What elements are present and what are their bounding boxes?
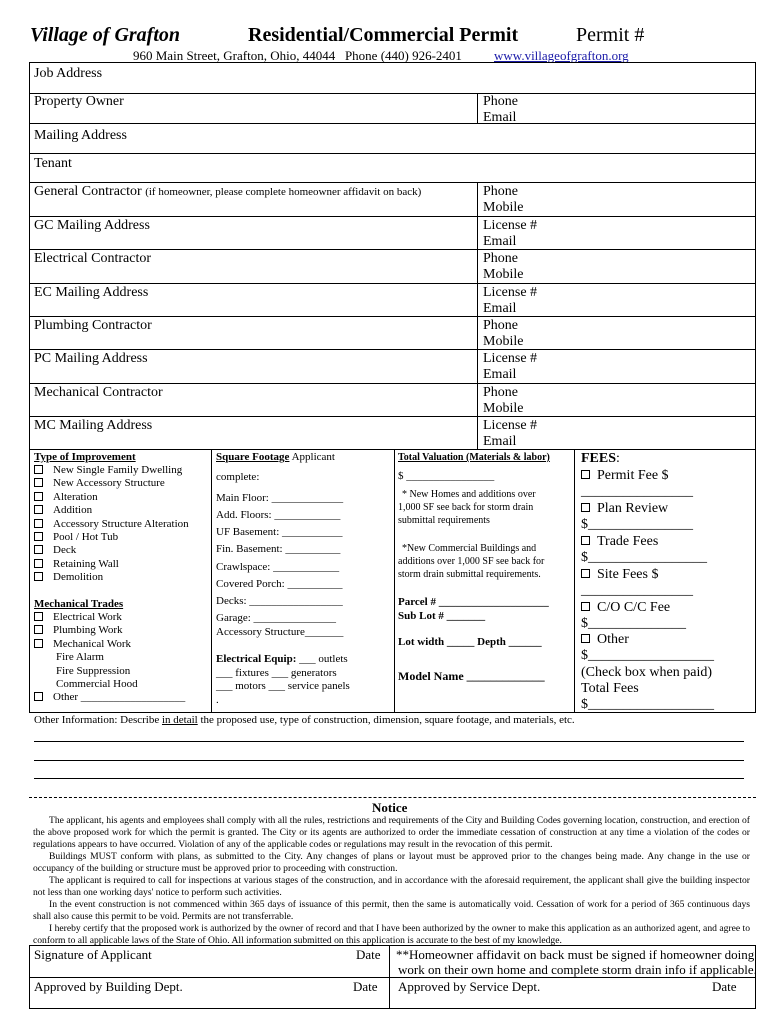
other-info-underlined: in detail bbox=[161, 714, 198, 726]
ec-mailing-field[interactable]: EC Mailing Address bbox=[34, 285, 149, 300]
elec-fixtures-generators[interactable]: ___ fixtures ___ generators bbox=[216, 667, 337, 679]
mc-license-field[interactable]: License # bbox=[483, 418, 538, 433]
main-floor-field[interactable]: Main Floor: _____________ bbox=[216, 492, 344, 504]
notice-paragraph-2: Buildings MUST conform with plans, as submitted to the City. Any changes of plans or layout must be approved prior to the changes being made. Any change in the use or occupancy of the building or structure must be approved prior to proceeding with construction. bbox=[33, 851, 750, 874]
permit-number-label: Permit # bbox=[576, 24, 645, 46]
other-info-line-1[interactable] bbox=[34, 741, 744, 742]
trade-mechanical-checkbox[interactable] bbox=[34, 638, 185, 651]
mailing-address-field[interactable]: Mailing Address bbox=[34, 128, 127, 143]
valuation-field[interactable]: $ ________________ bbox=[398, 470, 495, 482]
plan-review-label: Plan Review bbox=[597, 501, 669, 516]
electrical-contractor-field[interactable]: Electrical Contractor bbox=[34, 251, 151, 266]
valuation-heading: Total Valuation (Materials & labor) bbox=[398, 452, 550, 463]
fees-heading bbox=[581, 451, 620, 467]
checkbox-icon bbox=[34, 532, 43, 541]
building-dept-approval-field[interactable]: Approved by Building Dept. bbox=[34, 979, 183, 994]
checkbox-icon bbox=[581, 602, 590, 611]
list-item: Electrical Work bbox=[53, 611, 122, 623]
checkbox-icon bbox=[34, 519, 43, 528]
checkbox-icon bbox=[581, 503, 590, 512]
checkbox-icon bbox=[34, 572, 43, 581]
list-item: New Accessory Structure bbox=[53, 477, 165, 490]
checkbox-icon bbox=[581, 470, 590, 479]
checkbox-icon bbox=[34, 639, 43, 648]
gc-mobile-field[interactable]: Mobile bbox=[483, 200, 524, 215]
improvement-new-accessory-checkbox[interactable] bbox=[34, 477, 189, 490]
address-line: 960 Main Street, Grafton, Ohio, 44044 Phone (440) 926-2401 bbox=[133, 48, 462, 63]
notice-paragraph-3: The applicant is required to call for inspections at various stages of the construction, and in accordance with the aforesaid requirement, the applicant shall give the building inspector not less than one working days' notice to perform such activities. bbox=[33, 875, 750, 898]
gc-phone-field[interactable]: Phone bbox=[483, 184, 518, 199]
improvement-deck-checkbox[interactable] bbox=[34, 544, 189, 557]
checkbox-icon bbox=[34, 505, 43, 514]
checkbox-icon bbox=[34, 559, 43, 568]
electrical-equip-field[interactable] bbox=[216, 653, 348, 665]
list-item: Commercial Hood bbox=[56, 677, 138, 690]
decks-field[interactable]: Decks: _________________ bbox=[216, 595, 343, 607]
improvement-accessory-alteration-checkbox[interactable] bbox=[34, 518, 189, 531]
property-owner-field[interactable]: Property Owner bbox=[34, 94, 124, 109]
valuation-note-2b: additions over 1,000 SF see back for bbox=[398, 556, 545, 567]
elec-outlets: ___ outlets bbox=[296, 653, 348, 665]
plan-review-blank[interactable]: $_______________ bbox=[581, 517, 693, 532]
sqft-heading-bold: Square Footage bbox=[216, 451, 290, 463]
other-info-post: the proposed use, type of construction, dimension, square footage, and materials, etc. bbox=[197, 714, 575, 726]
list-item: Accessory Structure Alteration bbox=[53, 517, 189, 530]
trade-fees-blank[interactable]: $_________________ bbox=[581, 550, 707, 565]
mc-phone-field[interactable]: Phone bbox=[483, 385, 518, 400]
notice-paragraph-1: The applicant, his agents and employees shall comply with all the rules, restrictions and requirements of the City and Building Codes governing location, construction, and erection of the above proposed work for which the permit is granted. The City or its agents are authorized to order the immediate cessation of construction at any time a violation of the codes or regulations appears to have occurred. Violation of any of the applicable codes or regulations may result in the revocation of this permit. bbox=[33, 815, 750, 850]
applicant-date-field[interactable]: Date bbox=[356, 947, 381, 962]
mechanical-trades-heading: Mechanical Trades bbox=[34, 598, 124, 610]
total-fees-label: Total Fees bbox=[581, 681, 639, 696]
checkbox-icon bbox=[581, 634, 590, 643]
elec-equip-label: Electrical Equip: bbox=[216, 653, 297, 665]
plumbing-contractor-field[interactable]: Plumbing Contractor bbox=[34, 318, 152, 333]
improvement-pool-checkbox[interactable] bbox=[34, 531, 189, 544]
notice-body bbox=[33, 815, 750, 947]
checkbox-icon bbox=[34, 492, 43, 501]
plan-review-checkbox[interactable] bbox=[581, 501, 668, 517]
trade-plumbing-checkbox[interactable] bbox=[34, 624, 185, 637]
mc-mailing-field[interactable]: MC Mailing Address bbox=[34, 418, 153, 433]
other-fee-checkbox[interactable] bbox=[581, 632, 629, 648]
garage-field[interactable]: Garage: _______________ bbox=[216, 612, 337, 624]
pc-email-field[interactable]: Email bbox=[483, 367, 517, 382]
improvement-addition-checkbox[interactable] bbox=[34, 504, 189, 517]
service-dept-date-field[interactable]: Date bbox=[712, 979, 737, 994]
permit-fee-blank[interactable]: ________________ bbox=[581, 484, 693, 499]
general-contractor-field[interactable] bbox=[34, 184, 421, 200]
list-item: Mechanical Work bbox=[53, 637, 132, 650]
ec-email-field[interactable]: Email bbox=[483, 301, 517, 316]
checkbox-icon bbox=[34, 478, 43, 487]
ec-phone-field[interactable]: Phone bbox=[483, 251, 518, 266]
list-item: Addition bbox=[53, 504, 93, 517]
valuation-note-2a: *New Commercial Buildings and bbox=[402, 543, 537, 554]
section-divider bbox=[29, 797, 756, 798]
list-item: Other ___________________ bbox=[53, 691, 186, 704]
trade-fees-checkbox[interactable] bbox=[581, 534, 658, 550]
list-item: Fire Suppression bbox=[56, 664, 131, 677]
mechanical-contractor-field[interactable]: Mechanical Contractor bbox=[34, 385, 163, 400]
ec-mobile-field[interactable]: Mobile bbox=[483, 267, 524, 282]
gc-license-field[interactable]: License # bbox=[483, 218, 538, 233]
parcel-field[interactable]: Parcel # ____________________ bbox=[398, 596, 549, 608]
mc-mobile-field[interactable]: Mobile bbox=[483, 401, 524, 416]
pc-mailing-field[interactable]: PC Mailing Address bbox=[34, 351, 148, 366]
checkbox-icon bbox=[34, 612, 43, 621]
crawlspace-field[interactable]: Crawlspace: ____________ bbox=[216, 561, 340, 573]
improvement-heading: Type of Improvement bbox=[34, 451, 136, 463]
other-info-line-2[interactable] bbox=[34, 760, 744, 761]
fees-colon: : bbox=[616, 451, 620, 466]
list-item: Retaining Wall bbox=[53, 557, 119, 570]
trade-fees-label: Trade Fees bbox=[597, 534, 659, 549]
mc-email-field[interactable]: Email bbox=[483, 434, 517, 449]
covered-porch-field[interactable]: Covered Porch: __________ bbox=[216, 578, 343, 590]
checkbox-icon bbox=[34, 545, 43, 554]
notice-heading: Notice bbox=[372, 800, 408, 815]
list-item: Plumbing Work bbox=[53, 624, 123, 637]
lot-width-depth-field[interactable]: Lot width _____ Depth ______ bbox=[398, 636, 542, 648]
village-name: Village of Grafton bbox=[30, 24, 181, 46]
applicant-signature-field[interactable]: Signature of Applicant bbox=[34, 947, 152, 962]
checkbox-icon bbox=[581, 569, 590, 578]
sqft-heading bbox=[216, 451, 335, 463]
ec-license-field[interactable]: License # bbox=[483, 285, 538, 300]
gc-label: General Contractor bbox=[34, 184, 142, 199]
pc-phone-field[interactable]: Phone bbox=[483, 318, 518, 333]
improvement-demolition-checkbox[interactable] bbox=[34, 571, 189, 584]
site-fees-label: Site Fees $ bbox=[597, 567, 659, 582]
list-item: Demolition bbox=[53, 571, 104, 584]
site-fees-checkbox[interactable] bbox=[581, 567, 658, 583]
list-item: Pool / Hot Tub bbox=[53, 530, 119, 543]
notice-paragraph-5: I hereby certify that the proposed work is authorized by the owner of record and that I have been authorized by the owner to make this application as an authorized agent, and agree to conform to all applicable laws of the State of Ohio. All information submitted on this application is accurate to the best of my knowledge. bbox=[33, 923, 750, 946]
gc-note: (if homeowner, please complete homeowner affidavit on back) bbox=[145, 186, 422, 198]
checkbox-icon bbox=[34, 692, 43, 701]
valuation-note-2c: storm drain submittal requirements. bbox=[398, 569, 541, 580]
job-address-field[interactable]: Job Address bbox=[34, 66, 103, 81]
pc-license-field[interactable]: License # bbox=[483, 351, 538, 366]
elec-dot: . bbox=[216, 694, 219, 706]
permit-fee-checkbox[interactable] bbox=[581, 468, 669, 484]
checkbox-icon bbox=[34, 625, 43, 634]
uf-basement-field[interactable]: UF Basement: ___________ bbox=[216, 526, 343, 538]
other-information-label bbox=[34, 714, 575, 726]
tenant-field[interactable]: Tenant bbox=[34, 156, 72, 171]
trade-other-checkbox[interactable] bbox=[34, 691, 185, 704]
improvement-new-single-family-checkbox[interactable] bbox=[34, 464, 189, 477]
fees-heading-bold: FEES bbox=[581, 451, 617, 466]
owner-phone-field[interactable]: Phone bbox=[483, 94, 518, 109]
list-item: Deck bbox=[53, 544, 77, 557]
other-fee-blank[interactable]: $__________________ bbox=[581, 648, 714, 663]
other-info-pre: Other Information: Describe bbox=[34, 714, 162, 726]
affidavit-note-2: work on their own home and complete storm drain info if applicable. bbox=[398, 962, 757, 977]
site-fees-blank[interactable]: ________________ bbox=[581, 583, 693, 598]
co-fee-blank[interactable]: $______________ bbox=[581, 616, 686, 631]
building-dept-date-field[interactable]: Date bbox=[353, 979, 378, 994]
service-dept-approval-field[interactable]: Approved by Service Dept. bbox=[398, 979, 541, 994]
gc-email-field[interactable]: Email bbox=[483, 234, 517, 249]
website-link[interactable]: www.villageofgrafton.org bbox=[494, 48, 629, 63]
checkbox-icon bbox=[581, 536, 590, 545]
other-info-line-3[interactable] bbox=[34, 778, 744, 779]
valuation-note-1a: * New Homes and additions over bbox=[402, 489, 536, 500]
valuation-note-1b: 1,000 SF see back for storm drain bbox=[398, 502, 534, 513]
list-item: Alteration bbox=[53, 490, 98, 503]
improvement-list bbox=[34, 464, 189, 585]
elec-motors-panels[interactable]: ___ motors ___ service panels bbox=[216, 680, 350, 692]
fin-basement-field[interactable]: Fin. Basement: __________ bbox=[216, 543, 341, 555]
form-title: Residential/Commercial Permit bbox=[248, 24, 519, 46]
other-fee-label: Other bbox=[597, 632, 629, 647]
sqft-applicant: Applicant bbox=[289, 451, 335, 463]
list-item: New Single Family Dwelling bbox=[53, 464, 183, 476]
list-item: Fire Alarm bbox=[56, 651, 104, 664]
improvement-retaining-wall-checkbox[interactable] bbox=[34, 558, 189, 571]
affidavit-note-1: **Homeowner affidavit on back must be signed if homeowner doing bbox=[396, 947, 755, 962]
co-fee-label: C/O C/C Fee bbox=[597, 600, 671, 615]
notice-paragraph-4: In the event construction is not commenced within 365 days of issuance of this permit, then the same is automatically void. Cessation of work for a period of 365 continuous days shall also cause this permit to be void. Permits are not transferrable. bbox=[33, 899, 750, 922]
co-fee-checkbox[interactable] bbox=[581, 600, 670, 616]
checkbox-icon bbox=[34, 465, 43, 474]
accessory-structure-field[interactable]: Accessory Structure_______ bbox=[216, 626, 344, 638]
check-box-note: (Check box when paid) bbox=[581, 665, 713, 680]
sublot-field[interactable]: Sub Lot # _______ bbox=[398, 610, 486, 622]
improvement-alteration-checkbox[interactable] bbox=[34, 491, 189, 504]
total-fees-blank[interactable]: $__________________ bbox=[581, 697, 714, 712]
valuation-note-1c: submittal requirements bbox=[398, 515, 490, 526]
add-floors-field[interactable]: Add. Floors: ____________ bbox=[216, 509, 341, 521]
trade-electrical-checkbox[interactable] bbox=[34, 611, 185, 624]
gc-mailing-field[interactable]: GC Mailing Address bbox=[34, 218, 150, 233]
permit-fee-label: Permit Fee $ bbox=[597, 468, 669, 483]
mechanical-trades-list bbox=[34, 611, 185, 705]
pc-mobile-field[interactable]: Mobile bbox=[483, 334, 524, 349]
model-name-field[interactable]: Model Name _____________ bbox=[398, 669, 545, 683]
owner-email-field[interactable]: Email bbox=[483, 110, 517, 125]
sqft-complete: complete: bbox=[216, 471, 260, 483]
